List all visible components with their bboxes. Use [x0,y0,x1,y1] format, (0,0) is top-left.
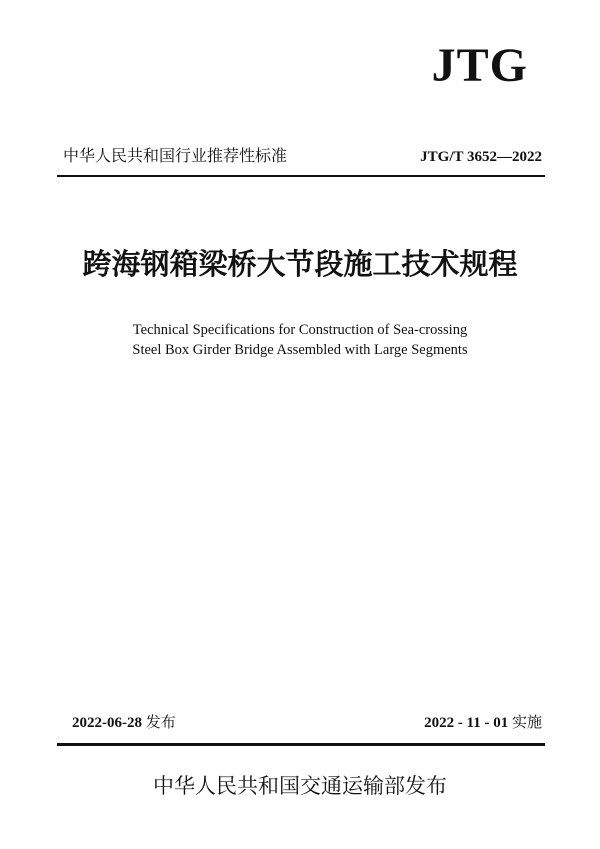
implementation-date-value: 2022 - 11 - 01 [424,715,509,731]
english-title-line-1: Technical Specifications for Construction of Sea-crossing [132,322,468,338]
issue-date-value: 2022-06-28 [72,715,142,731]
jtg-logo: JTG [431,39,528,92]
implementation-date [424,712,542,733]
standard-code: JTG/T 3652—2022 [420,149,542,165]
english-title-line-2: Steel Box Girder Bridge Assembled with Large Segments [132,342,468,358]
standard-category: 中华人民共和国行业推荐性标准 [63,146,288,165]
publisher: 中华人民共和国交通运输部发布 [153,774,447,798]
implementation-label: 实施 [511,713,542,731]
top-divider [57,175,545,177]
document-title: 跨海钢箱梁桥大节段施工技术规程 [82,247,518,281]
issue-date [72,712,176,733]
bottom-divider [57,743,545,746]
issue-label: 发布 [145,713,176,731]
